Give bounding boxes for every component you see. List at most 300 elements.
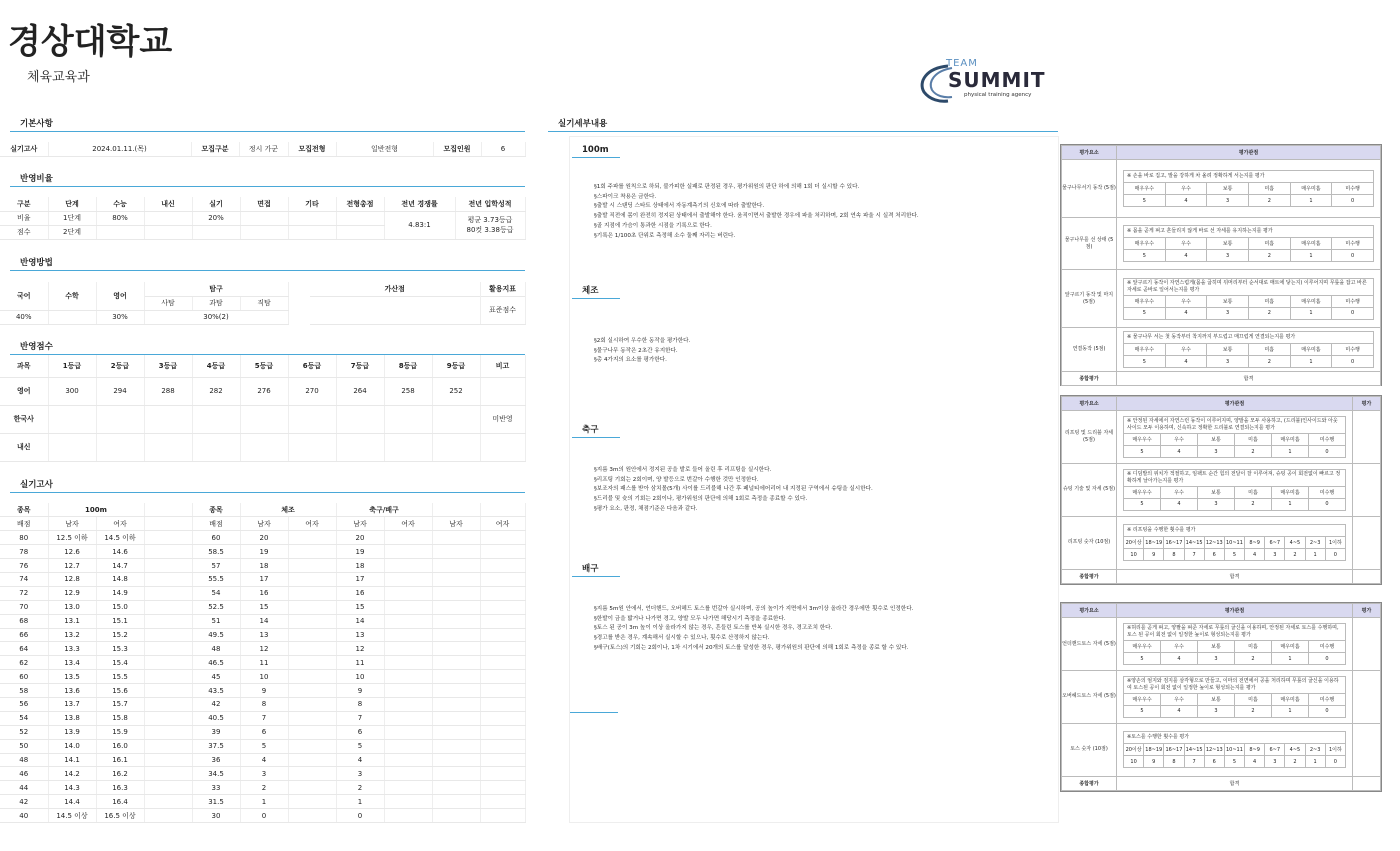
grade-section-title: 반영점수 (10, 340, 525, 355)
rubric-grade: 1이하 (1325, 744, 1345, 756)
rubric-elem: 슈팅 기술 및 자세 (5점) (1062, 464, 1117, 517)
rubric-grade: 보통 (1198, 434, 1235, 446)
rubric-grade: 미수행 (1309, 641, 1346, 653)
detail-line: §보조자의 패스를 받아 삼치몰(5개) 사이를 드리블해 나간 후 페널티에어리어 내 지정된 구역에서 슈팅을 실시한다. (594, 486, 873, 493)
rubric-point: 4 (1245, 756, 1265, 768)
method-inquiry: 탐구 (144, 282, 288, 296)
method-job: 직탐 (240, 296, 288, 310)
rubric-grade: 우수 (1165, 295, 1207, 307)
rubric-grade: 14~15 (1184, 744, 1204, 756)
recruit-value: 정시 가군 (239, 142, 288, 156)
rubric-grade: 매우우수 (1124, 641, 1161, 653)
index-header: 활용지표 (480, 282, 525, 296)
rubric-grade: 14~15 (1184, 537, 1204, 549)
table-row: 64 13.3 15.3 48 12 12 (0, 642, 525, 656)
detail-soccer-title: 축구 (572, 423, 620, 438)
rubric-point: 4 (1161, 705, 1198, 717)
method-english: 영어 (96, 282, 144, 310)
rubric-point: 1 (1290, 250, 1332, 262)
prac-female-h: 여자 (96, 517, 144, 531)
rubric-grade: 20이상 (1124, 744, 1144, 756)
bonus-value (310, 296, 480, 324)
prac-male-h: 남자 (48, 517, 96, 531)
practical-section-title: 실기고사 (10, 478, 525, 493)
rubric-grade: 미수행 (1309, 434, 1346, 446)
grade-header: 2등급 (96, 355, 144, 377)
rubric-elem: 오버헤드토스 자세 (5점) (1062, 671, 1117, 724)
ratio-header: 전형총점 (336, 197, 384, 211)
rubric-elem-h: 평가요소 (1062, 397, 1117, 411)
grade-cell (384, 433, 432, 461)
grade-cell: 영어 (0, 377, 48, 405)
rubric-point: 1 (1305, 549, 1325, 561)
grade-header: 과목 (0, 355, 48, 377)
table-row: 68 13.1 15.1 51 14 14 (0, 614, 525, 628)
rubric-grade: 6~7 (1265, 537, 1285, 549)
rubric-point: 1 (1305, 756, 1325, 768)
rubric-grade: 매우미흡 (1272, 486, 1309, 498)
rubric-grade: 보통 (1207, 183, 1249, 195)
rubric-desc: ※ 물구나무 서는 첫 동작부터 착지까지 부드럽고 매끄럽게 연결되는지를 평가 (1124, 332, 1374, 344)
rubric-point: 3 (1198, 446, 1235, 458)
ratio-header: 전년 경쟁률 (384, 197, 455, 211)
method-korean: 국어 (0, 282, 48, 310)
rubric-grade: 20이상 (1124, 537, 1144, 549)
ratio-header: 수능 (96, 197, 144, 211)
rubric-point: 3 (1207, 250, 1249, 262)
grade-header: 1등급 (48, 355, 96, 377)
recruit-label: 모집구분 (191, 142, 239, 156)
prac-female-h: 여자 (384, 517, 432, 531)
rubric-point: 2 (1285, 549, 1305, 561)
rubric-point: 4 (1165, 356, 1207, 368)
rubric-point: 0 (1325, 756, 1345, 768)
detail-line: §1회 주파를 원칙으로 하되, 불가피한 실패로 판정된 경우, 평가위원의 판단 하에 의해 1회 더 실시할 수 있다. (594, 184, 860, 190)
rubric-grade: 미흡 (1235, 641, 1272, 653)
rubric-grade: 6~7 (1265, 744, 1285, 756)
rubric-point: 10 (1124, 756, 1144, 768)
rubric-elem: 앞구르기 동작 및 마지 (5점) (1062, 270, 1117, 328)
rubric-grade: 미수행 (1332, 295, 1374, 307)
detail-line: §한발이 금을 밟거나 나가면 경고, 양발 모두 나가면 해당시기 측정을 종료한다. (594, 615, 786, 622)
grade-cell (192, 405, 240, 433)
ratio-header: 단계 (48, 197, 96, 211)
ratio-cell (288, 225, 336, 239)
ratio-cell (336, 211, 384, 225)
num-value: 6 (481, 142, 525, 156)
table-row: 70 13.0 15.0 52.5 15 15 (0, 600, 525, 614)
rubric-grade: 보통 (1198, 693, 1235, 705)
grade-header: 7등급 (336, 355, 384, 377)
rubric-grade: 우수 (1161, 486, 1198, 498)
rubric-point: 0 (1332, 250, 1374, 262)
rubric-grade: 8~9 (1245, 744, 1265, 756)
grade-cell (432, 405, 480, 433)
detail-line: §골 지점에 가슴이 통과한 시점을 기록으로 한다. (594, 222, 712, 229)
grade-cell (432, 433, 480, 461)
rubric-point: 3 (1198, 705, 1235, 717)
rubric-grade: 매우우수 (1124, 434, 1161, 446)
rubric-grade: 보통 (1198, 641, 1235, 653)
rubric-point: 6 (1204, 756, 1224, 768)
rubric-point: 2 (1235, 653, 1272, 665)
rubric-elem: 연결동작 (5점) (1062, 328, 1117, 372)
rubric-grade: 4~5 (1285, 744, 1305, 756)
soccer-rubric (1060, 395, 1382, 585)
grade-cell (288, 405, 336, 433)
rubric-elem: 물구나무를 선 상태 (5점) (1062, 218, 1117, 270)
grade-cell: 270 (288, 377, 336, 405)
rubric-point: 5 (1124, 195, 1166, 207)
rubric-elem-h: 평가요소 (1062, 604, 1117, 618)
exam-date: 2024.01.11.(목) (48, 142, 191, 156)
rubric-grade: 미흡 (1248, 344, 1290, 356)
method-science: 과탐 (192, 296, 240, 310)
rubric-grade: 보통 (1198, 486, 1235, 498)
rubric-point: 0 (1332, 307, 1374, 319)
bonus-header: 가산점 (310, 282, 480, 296)
rubric-grade: 우수 (1161, 693, 1198, 705)
num-label: 모집인원 (433, 142, 481, 156)
table-row: 74 12.8 14.8 55.5 17 17 (0, 572, 525, 586)
rubric-grade: 16~17 (1164, 744, 1184, 756)
rubric-point: 4 (1165, 250, 1207, 262)
rubric-eval-h: 평가 (1353, 604, 1381, 618)
table-row: 78 12.6 14.6 58.5 19 19 (0, 545, 525, 559)
detail-100m-title: 100m (572, 145, 620, 158)
rubric-grade: 8~9 (1245, 537, 1265, 549)
detail-line: §토스 된 공이 3m 높이 이상 올라가지 않는 경우, 흔들린 토스를 반복 실시한 경우, 경고조치 한다. (594, 625, 833, 632)
rubric-point: 3 (1265, 549, 1285, 561)
ratio-cell: 2단계 (48, 225, 96, 239)
rubric-point: 4 (1161, 498, 1198, 510)
basic-section-title: 기본사항 (10, 117, 525, 132)
rubric-grade: 우수 (1165, 183, 1207, 195)
rubric-grade: 미흡 (1235, 486, 1272, 498)
rubric-point: 5 (1224, 756, 1244, 768)
exam-label: 실기고사 (0, 142, 48, 156)
practical-table (0, 503, 526, 823)
rubric-crit-h: 평가관점 (1117, 146, 1381, 160)
table-row: 40 14.5 이상 16.5 이상 30 0 0 (0, 809, 525, 823)
rubric-elem: 물구나무서기 동작 (5점) (1062, 160, 1117, 218)
basic-table (0, 142, 526, 157)
grade-cell (240, 405, 288, 433)
ratio-header: 기타 (288, 197, 336, 211)
grade-header: 3등급 (144, 355, 192, 377)
grade-cell (480, 377, 525, 405)
rubric-grade: 보통 (1207, 295, 1249, 307)
ratio-cell (240, 225, 288, 239)
prac-male-h: 남자 (240, 517, 288, 531)
method-inquiry-value: 30%(2) (144, 310, 288, 324)
detail-gym-title: 체조 (572, 284, 620, 299)
rubric-elem-h: 평가요소 (1062, 146, 1117, 160)
rubric-grade: 매우우수 (1124, 693, 1161, 705)
rubric-point: 0 (1309, 446, 1346, 458)
table-row: 54 13.8 15.8 40.5 7 7 (0, 711, 525, 725)
detail-line: §경고를 받은 경우, 계속해서 실시할 수 있으나, 횟수로 산정하지 않는다. (594, 635, 770, 642)
grade-cell: 282 (192, 377, 240, 405)
grade-header: 4등급 (192, 355, 240, 377)
prac-item: 종목 (192, 503, 240, 517)
volley-rubric (1060, 602, 1382, 792)
grade-cell: 내신 (0, 433, 48, 461)
prac-female-h: 여자 (480, 517, 525, 531)
grade-cell (144, 405, 192, 433)
ratio-header: 구분 (0, 197, 48, 211)
rubric-point: 5 (1124, 498, 1161, 510)
rubric-point: 1 (1290, 307, 1332, 319)
rubric-grade: 매우우수 (1124, 486, 1161, 498)
type-label: 모집전형 (288, 142, 336, 156)
rubric-total: 종합평가 (1062, 569, 1117, 583)
rubric-point: 1 (1290, 195, 1332, 207)
rubric-desc: ※토스를 수행한 횟수를 평가 (1124, 732, 1346, 744)
prac-item: 종목 (0, 503, 48, 517)
rubric-point: 4 (1161, 446, 1198, 458)
table-row: 48 14.1 16.1 36 4 4 (0, 753, 525, 767)
detail-line: §2회 실시하여 우수한 동작을 평가한다. (594, 338, 691, 344)
rubric-grade: 우수 (1165, 238, 1207, 250)
method-section-title: 반영방법 (10, 256, 525, 271)
grade-table (0, 355, 526, 462)
detail-line: §기록은 1/100초 단위로 측정해 소수 둘째 자리는 버린다. (594, 232, 736, 239)
rubric-point: 3 (1198, 498, 1235, 510)
grade-cell (288, 433, 336, 461)
rubric-grade: 매우미흡 (1272, 434, 1309, 446)
rubric-point: 6 (1204, 549, 1224, 561)
logo-main-text: SUMMIT (948, 68, 1046, 92)
rubric-grade: 미흡 (1248, 238, 1290, 250)
grade-cell: 252 (432, 377, 480, 405)
table-row: 58 13.6 15.6 43.5 9 9 (0, 684, 525, 698)
ratio-cell: 20% (192, 211, 240, 225)
detail-volley-title: 배구 (572, 562, 620, 577)
table-row: 52 13.9 15.9 39 6 6 (0, 725, 525, 739)
grade-cell (96, 433, 144, 461)
rubric-point: 5 (1124, 356, 1166, 368)
grade-cell: 미반영 (480, 405, 525, 433)
method-english-value: 30% (96, 310, 144, 324)
rubric-grade: 보통 (1207, 238, 1249, 250)
rubric-grade: 미수행 (1332, 183, 1374, 195)
rubric-grade: 미흡 (1235, 434, 1272, 446)
rubric-grade: 매우우수 (1124, 295, 1166, 307)
ratio-cell: 80% (96, 211, 144, 225)
rubric-point: 5 (1124, 446, 1161, 458)
detail-line: §스파이크 착용은 금한다. (594, 193, 657, 200)
rubric-point: 0 (1332, 356, 1374, 368)
rubric-grade: 12~13 (1204, 744, 1224, 756)
rubric-grade: 10~11 (1224, 537, 1244, 549)
rubric-point: 5 (1124, 307, 1166, 319)
logo-sub-text: physical training agency (964, 92, 1032, 98)
ratio-cell (192, 225, 240, 239)
grade-header: 6등급 (288, 355, 336, 377)
rubric-grade: 미수행 (1309, 693, 1346, 705)
rubric-grade: 미수행 (1332, 344, 1374, 356)
rubric-grade: 매우미흡 (1272, 641, 1309, 653)
ratio-cell (288, 211, 336, 225)
rubric-grade: 매우미흡 (1290, 183, 1332, 195)
rubric-point: 2 (1285, 756, 1305, 768)
table-row: 62 13.4 15.4 46.5 11 11 (0, 656, 525, 670)
rubric-grade: 우수 (1161, 641, 1198, 653)
grade-cell (96, 405, 144, 433)
rubric-point: 1 (1272, 498, 1309, 510)
detail-divider (570, 712, 618, 713)
grade-cell (240, 433, 288, 461)
detail-line: §지름 5m원 안에서, 언더핸드, 오버헤드 토스를 번갈아 실시하며, 공의 높이가 지면에서 3m이상 올라간 경우에만 횟수로 인정한다. (594, 606, 914, 612)
rubric-point: 1 (1272, 705, 1309, 717)
table-row: 46 14.2 16.2 34.5 3 3 (0, 767, 525, 781)
rubric-grade: 미흡 (1248, 183, 1290, 195)
method-korean-value: 40% (0, 310, 48, 324)
ratio-cell (240, 211, 288, 225)
ratio-header: 실기 (192, 197, 240, 211)
ratio-cell: 1단계 (48, 211, 96, 225)
rubric-point: 0 (1325, 549, 1345, 561)
rubric-crit-h: 평가관점 (1117, 604, 1353, 618)
prac-event-gym: 체조 (240, 503, 336, 517)
rubric-point: 3 (1207, 307, 1249, 319)
rubric-grade: 10~11 (1224, 744, 1244, 756)
grade-cell (384, 405, 432, 433)
rubric-total: 종합평가 (1062, 372, 1117, 386)
rubric-pass: 합격 (1117, 372, 1381, 386)
rubric-point: 2 (1248, 195, 1290, 207)
rubric-point: 0 (1309, 705, 1346, 717)
rubric-grade: 미흡 (1248, 295, 1290, 307)
rubric-desc: ※ 몸을 곧게 펴고 흔들리지 않게 바로 선 자세를 유지하는지를 평가 (1124, 226, 1374, 238)
rubric-desc: ※ 손을 바로 집고, 발을 강하게 차 올려 정확하게 서는지를 평가 (1124, 171, 1374, 183)
index-value: 표준점수 (480, 296, 525, 324)
rubric-grade: 2~3 (1305, 744, 1325, 756)
prev-competition: 4.83:1 (384, 211, 455, 239)
rubric-grade: 18~19 (1144, 537, 1164, 549)
detail-line: §리프팅 기회는 2회이며, 양 발등으로 번갈아 수행한 것만 인정한다. (594, 476, 759, 483)
detail-soccer-text (594, 466, 873, 515)
rubric-point: 5 (1124, 653, 1161, 665)
grade-cell (144, 433, 192, 461)
grade-cell: 264 (336, 377, 384, 405)
rubric-total: 종합평가 (1062, 776, 1117, 790)
rubric-point: 1 (1290, 356, 1332, 368)
rubric-point: 8 (1164, 549, 1184, 561)
rubric-desc: ※ 리프팅을 수행한 횟수를 평가 (1124, 525, 1346, 537)
ratio-cell (144, 225, 192, 239)
rubric-point: 3 (1207, 356, 1249, 368)
detail-line: §출발 직전에 몸이 완전히 정지된 상태에서 출발해야 한다. 움직이면서 출발한 경우에 파울 처리하며, 2회 연속 파울 시 실격 처리한다. (594, 213, 919, 220)
detail-line: §평가 요소, 판정, 채점기준은 다음과 같다. (594, 505, 698, 512)
type-value: 일반전형 (336, 142, 433, 156)
rubric-grade: 미수행 (1309, 486, 1346, 498)
table-row: 50 14.0 16.0 37.5 5 5 (0, 739, 525, 753)
table-row: 66 13.2 15.2 49.5 13 13 (0, 628, 525, 642)
prac-event-ball: 축구/배구 (336, 503, 432, 517)
grade-header: 8등급 (384, 355, 432, 377)
method-table (0, 282, 289, 325)
grade-cell: 276 (240, 377, 288, 405)
rubric-grade: 미흡 (1235, 693, 1272, 705)
grade-cell: 한국사 (0, 405, 48, 433)
detail-line: §드리블 및 슛의 기회는 2회이나, 평가위원의 판단에 의해 1회로 측정을 종료할 수 있다. (594, 496, 808, 503)
detail-gym-text (594, 337, 690, 366)
rubric-elem: 리프팅 및 드리블 자세 (5점) (1062, 411, 1117, 464)
bonus-table (310, 282, 526, 325)
university-title: 경상대학교 (8, 22, 173, 62)
rubric-point: 9 (1144, 756, 1164, 768)
ratio-header: 내신 (144, 197, 192, 211)
prac-event-100m: 100m (48, 503, 144, 517)
rubric-grade: 우수 (1161, 434, 1198, 446)
rubric-point: 7 (1184, 549, 1204, 561)
rubric-point: 1 (1272, 653, 1309, 665)
team-summit-logo (918, 58, 1053, 104)
table-row: 56 13.7 15.7 42 8 8 (0, 697, 525, 711)
rubric-grade: 18~19 (1144, 744, 1164, 756)
table-row: 76 12.7 14.7 57 18 18 (0, 559, 525, 573)
rubric-grade: 2~3 (1305, 537, 1325, 549)
ratio-header: 면접 (240, 197, 288, 211)
table-row: 72 12.9 14.9 54 16 16 (0, 586, 525, 600)
grade-cell: 258 (384, 377, 432, 405)
rubric-point: 5 (1224, 549, 1244, 561)
department-name: 체육교육과 (27, 70, 90, 85)
rubric-grade: 매우우수 (1124, 183, 1166, 195)
rubric-pass: 합격 (1117, 776, 1353, 790)
rubric-point: 0 (1309, 653, 1346, 665)
method-social: 사탐 (144, 296, 192, 310)
grade-cell: 294 (96, 377, 144, 405)
prev-score-cut: 80컷 3.38등급 (466, 226, 514, 234)
rubric-grade: 1이하 (1325, 537, 1345, 549)
grade-cell (480, 433, 525, 461)
prev-score-avg: 평균 3.73등급 (467, 216, 513, 224)
rubric-point: 7 (1184, 756, 1204, 768)
grade-cell (192, 433, 240, 461)
detail-line: §총 4가지의 요소를 평가한다. (594, 357, 667, 364)
detail-100m-text (594, 183, 919, 241)
rubric-point: 9 (1144, 549, 1164, 561)
grade-header: 9등급 (432, 355, 480, 377)
rubric-grade: 매우우수 (1124, 238, 1166, 250)
rubric-point: 3 (1207, 195, 1249, 207)
rubric-point: 2 (1235, 446, 1272, 458)
prev-score (455, 211, 525, 239)
rubric-grade: 미수행 (1332, 238, 1374, 250)
rubric-point: 2 (1248, 250, 1290, 262)
rubric-point: 4 (1165, 307, 1207, 319)
rubric-point: 3 (1198, 653, 1235, 665)
grade-cell: 300 (48, 377, 96, 405)
ratio-cell (96, 225, 144, 239)
rubric-desc: ※ 디딤발의 위치가 적절하고, 임팩트 순간 힘의 전달이 잘 이루어져, 슈팅 공이 회전없이 빠르고 정확하게 날아가는지를 평가 (1124, 469, 1346, 486)
detail-line: §출발 시 스탠딩 스타트 상태에서 자동계측기의 신호에 따라 출발한다. (594, 203, 765, 210)
ratio-cell: 점수 (0, 225, 48, 239)
ratio-cell (336, 225, 384, 239)
detail-volley-text (594, 605, 913, 654)
rubric-point: 2 (1248, 307, 1290, 319)
rubric-point: 2 (1248, 356, 1290, 368)
grade-cell (48, 433, 96, 461)
table-row: 80 12.5 이하 14.5 이하 60 20 20 (0, 531, 525, 545)
rubric-point: 10 (1124, 549, 1144, 561)
grade-cell (48, 405, 96, 433)
rubric-grade: 매우우수 (1124, 344, 1166, 356)
table-row: 44 14.3 16.3 33 2 2 (0, 781, 525, 795)
